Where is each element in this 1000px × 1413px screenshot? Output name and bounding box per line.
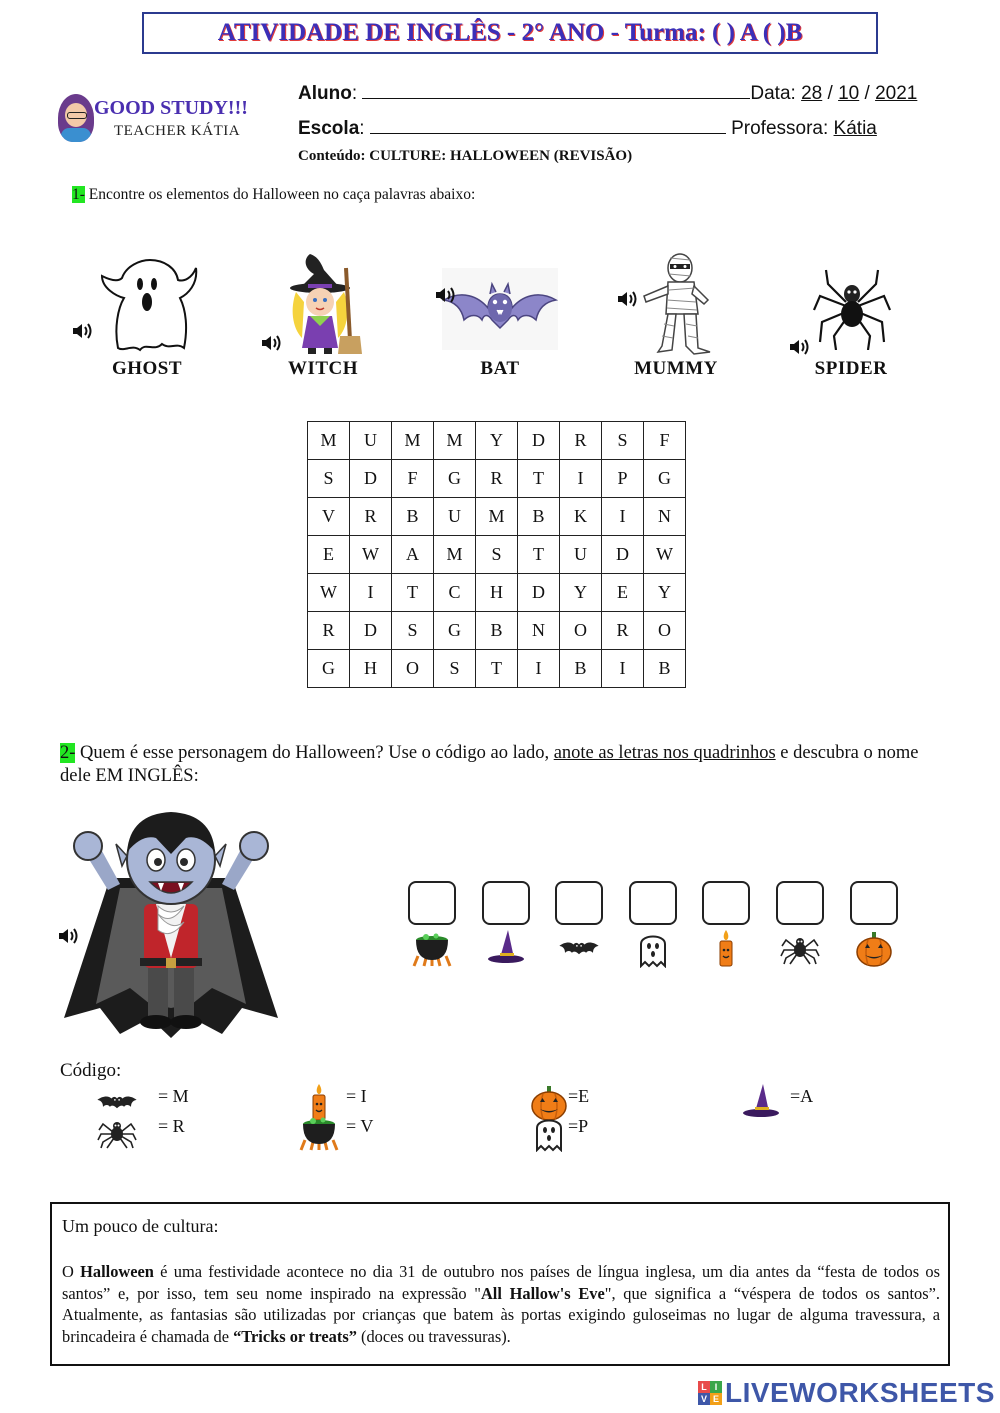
question-2-number: 2- bbox=[60, 743, 76, 763]
grid-cell[interactable]: B bbox=[518, 498, 560, 536]
spider-icon bbox=[812, 266, 892, 350]
grid-cell[interactable]: I bbox=[518, 650, 560, 688]
legend-text: = V bbox=[346, 1116, 374, 1136]
grid-cell[interactable]: T bbox=[518, 460, 560, 498]
grid-cell[interactable]: B bbox=[560, 650, 602, 688]
grid-cell[interactable]: B bbox=[392, 498, 434, 536]
question-2 bbox=[60, 742, 940, 788]
word-search-grid bbox=[307, 421, 686, 688]
cauldron-icon bbox=[298, 1112, 340, 1152]
logo-title: GOOD STUDY!!! bbox=[94, 97, 248, 119]
mummy-icon bbox=[636, 252, 720, 356]
answer-box[interactable] bbox=[555, 881, 603, 925]
grid-cell[interactable]: O bbox=[644, 612, 686, 650]
grid-cell[interactable]: D bbox=[518, 422, 560, 460]
vampire-icon bbox=[60, 808, 282, 1048]
question-2-text-a: Quem é esse personagem do Halloween? Use o código ao lado, bbox=[75, 743, 554, 763]
grid-cell[interactable]: V bbox=[308, 498, 350, 536]
question-2-text-underlined: anote as letras nos quadrinhos bbox=[553, 743, 776, 763]
ghost-icon bbox=[528, 1112, 570, 1152]
grid-cell[interactable]: D bbox=[602, 536, 644, 574]
grid-row bbox=[308, 422, 686, 460]
spider-icon bbox=[779, 928, 821, 968]
grid-row bbox=[308, 498, 686, 536]
grid-cell[interactable]: S bbox=[602, 422, 644, 460]
question-1-text: Encontre os elementos do Halloween no caça palavras abaixo: bbox=[84, 186, 476, 203]
speaker-icon[interactable] bbox=[58, 927, 80, 945]
grid-cell[interactable]: W bbox=[350, 536, 392, 574]
answer-box[interactable] bbox=[408, 881, 456, 925]
data-label: Data: bbox=[750, 83, 802, 104]
grid-cell[interactable]: G bbox=[434, 612, 476, 650]
grid-cell[interactable]: H bbox=[350, 650, 392, 688]
brand-mark-letter: L bbox=[698, 1381, 710, 1393]
grid-cell[interactable]: D bbox=[518, 574, 560, 612]
culture-box bbox=[50, 1202, 950, 1366]
label-ghost: GHOST bbox=[111, 358, 183, 379]
brand-mark-letter: E bbox=[710, 1393, 722, 1405]
grid-cell[interactable]: T bbox=[476, 650, 518, 688]
culture-tricks: “Tricks or treats” bbox=[233, 1326, 357, 1346]
witch-hat-icon bbox=[740, 1082, 782, 1122]
page-title: ATIVIDADE DE INGLÊS - 2° ANO - Turma: ( ) A ( )B bbox=[217, 19, 803, 46]
witch-hat-icon bbox=[485, 928, 527, 968]
label-mummy: MUMMY bbox=[634, 358, 718, 379]
grid-cell[interactable]: W bbox=[308, 574, 350, 612]
brand-text: LIVEWORKSHEETS bbox=[725, 1377, 995, 1408]
grid-cell[interactable]: R bbox=[476, 460, 518, 498]
grid-cell[interactable]: T bbox=[518, 536, 560, 574]
grid-cell[interactable]: O bbox=[392, 650, 434, 688]
ghost-icon bbox=[96, 258, 200, 354]
conteudo-line: Conteúdo: CULTURE: HALLOWEEN (REVISÃO) bbox=[298, 148, 633, 164]
legend-text: = R bbox=[158, 1116, 185, 1136]
grid-cell[interactable]: W bbox=[644, 536, 686, 574]
liveworksheets-logo[interactable] bbox=[698, 1377, 995, 1409]
grid-row bbox=[308, 612, 686, 650]
grid-row bbox=[308, 536, 686, 574]
grid-cell[interactable]: M bbox=[392, 422, 434, 460]
culture-p4: (doces ou travessuras). bbox=[356, 1326, 511, 1346]
ghost-icon bbox=[632, 928, 674, 968]
grid-cell[interactable]: Y bbox=[476, 422, 518, 460]
aluno-field[interactable] bbox=[362, 82, 750, 99]
grid-cell[interactable]: M bbox=[434, 536, 476, 574]
culture-all-hallows: All Hallow's Eve bbox=[480, 1283, 605, 1303]
pumpkin-icon bbox=[853, 928, 895, 968]
grid-cell[interactable]: G bbox=[644, 460, 686, 498]
grid-cell[interactable]: U bbox=[560, 536, 602, 574]
grid-cell[interactable]: S bbox=[392, 612, 434, 650]
professora-label: Professora: bbox=[731, 118, 834, 139]
grid-cell[interactable]: N bbox=[644, 498, 686, 536]
answer-box[interactable] bbox=[850, 881, 898, 925]
label-spider: SPIDER bbox=[814, 358, 888, 379]
title-box bbox=[142, 12, 878, 54]
grid-row bbox=[308, 460, 686, 498]
grid-cell[interactable]: U bbox=[350, 422, 392, 460]
brand-mark-letter: I bbox=[710, 1381, 722, 1393]
grid-cell[interactable]: M bbox=[476, 498, 518, 536]
grid-cell[interactable]: H bbox=[476, 574, 518, 612]
escola-label: Escola bbox=[298, 118, 360, 139]
grid-cell[interactable]: R bbox=[308, 612, 350, 650]
grid-cell[interactable]: T bbox=[392, 574, 434, 612]
speaker-icon[interactable] bbox=[617, 290, 639, 308]
question-1 bbox=[72, 186, 475, 204]
candle-icon bbox=[705, 928, 747, 968]
grid-cell[interactable]: I bbox=[560, 460, 602, 498]
grid-cell[interactable]: U bbox=[434, 498, 476, 536]
answer-box[interactable] bbox=[702, 881, 750, 925]
professora-value: Kátia bbox=[833, 118, 877, 139]
teacher-logo bbox=[58, 94, 258, 146]
answer-box[interactable] bbox=[776, 881, 824, 925]
grid-cell[interactable]: S bbox=[308, 460, 350, 498]
escola-field[interactable] bbox=[370, 117, 726, 134]
grid-cell[interactable]: I bbox=[602, 498, 644, 536]
grid-cell[interactable]: B bbox=[476, 612, 518, 650]
grid-cell[interactable]: E bbox=[308, 536, 350, 574]
culture-p1: O bbox=[62, 1262, 81, 1281]
teacher-avatar bbox=[58, 94, 94, 142]
grid-cell[interactable]: A bbox=[392, 536, 434, 574]
aluno-label: Aluno bbox=[298, 83, 352, 104]
bat-icon bbox=[442, 268, 558, 350]
grid-cell[interactable]: N bbox=[518, 612, 560, 650]
grid-cell[interactable]: K bbox=[560, 498, 602, 536]
grid-cell[interactable]: E bbox=[602, 574, 644, 612]
culture-title: Um pouco de cultura: bbox=[62, 1216, 219, 1236]
culture-p2: é uma festividade acontece no dia 31 de outubro nos países de língua inglesa, um dia antes da “festa de todos os santos” e, por isso, tem seu nome inspirado na expressão " bbox=[62, 1262, 940, 1303]
codigo-label: Código: bbox=[60, 1060, 122, 1081]
grid-cell[interactable]: D bbox=[350, 612, 392, 650]
grid-cell[interactable]: R bbox=[350, 498, 392, 536]
date-month: 10 bbox=[838, 83, 860, 104]
grid-cell[interactable]: F bbox=[392, 460, 434, 498]
date-day: 28 bbox=[801, 83, 823, 104]
grid-cell[interactable]: S bbox=[476, 536, 518, 574]
brand-mark-letter: V bbox=[698, 1393, 710, 1405]
grid-cell[interactable]: S bbox=[434, 650, 476, 688]
grid-cell[interactable]: Y bbox=[560, 574, 602, 612]
answer-box[interactable] bbox=[629, 881, 677, 925]
culture-p3: ", que significa a “véspera de todos os santos”. Atualmente, as fantasias são utilizadas por crianças que batem às portas exigindo guloseimas no lugar de alguma travessura, a brincadeira é chamada de bbox=[62, 1283, 941, 1346]
speaker-icon[interactable] bbox=[72, 322, 94, 340]
grid-cell[interactable]: I bbox=[350, 574, 392, 612]
grid-cell[interactable]: O bbox=[560, 612, 602, 650]
bat-icon bbox=[558, 928, 600, 968]
cauldron-icon bbox=[411, 928, 453, 968]
grid-cell[interactable]: R bbox=[602, 612, 644, 650]
spider-icon bbox=[96, 1112, 138, 1152]
grid-cell[interactable]: F bbox=[644, 422, 686, 460]
grid-cell[interactable]: M bbox=[308, 422, 350, 460]
question-2-text-b: e descubra o nome dele EM INGLÊS: bbox=[60, 743, 919, 786]
speaker-icon[interactable] bbox=[261, 334, 283, 352]
legend-text: = M bbox=[158, 1086, 189, 1106]
logo-subtitle: TEACHER KÁTIA bbox=[114, 123, 241, 139]
speaker-icon[interactable] bbox=[789, 338, 811, 356]
grid-cell[interactable]: P bbox=[602, 460, 644, 498]
grid-cell[interactable]: G bbox=[434, 460, 476, 498]
answer-box[interactable] bbox=[482, 881, 530, 925]
grid-cell[interactable]: B bbox=[644, 650, 686, 688]
grid-row bbox=[308, 650, 686, 688]
speaker-icon[interactable] bbox=[435, 286, 457, 304]
label-bat: BAT bbox=[480, 358, 520, 379]
culture-text bbox=[62, 1261, 940, 1347]
culture-halloween: Halloween bbox=[80, 1262, 154, 1281]
grid-cell[interactable]: I bbox=[602, 650, 644, 688]
brand-mark-icon bbox=[698, 1381, 722, 1405]
legend-text: = I bbox=[346, 1086, 367, 1106]
aluno-line: Aluno: Data: 28 / 10 / 2021 bbox=[298, 83, 918, 104]
grid-cell[interactable]: G bbox=[308, 650, 350, 688]
legend-text: =E bbox=[568, 1086, 590, 1106]
grid-cell[interactable]: M bbox=[434, 422, 476, 460]
date-year: 2021 bbox=[875, 83, 918, 104]
grid-row bbox=[308, 574, 686, 612]
question-1-number: 1- bbox=[72, 186, 85, 203]
legend-text: =P bbox=[568, 1116, 589, 1136]
witch-icon bbox=[280, 252, 364, 356]
legend-text: =A bbox=[790, 1086, 814, 1106]
grid-cell[interactable]: D bbox=[350, 460, 392, 498]
grid-cell[interactable]: Y bbox=[644, 574, 686, 612]
grid-cell[interactable]: R bbox=[560, 422, 602, 460]
escola-line: Escola: Professora: Kátia bbox=[298, 118, 877, 139]
label-witch: WITCH bbox=[287, 358, 359, 379]
grid-cell[interactable]: C bbox=[434, 574, 476, 612]
